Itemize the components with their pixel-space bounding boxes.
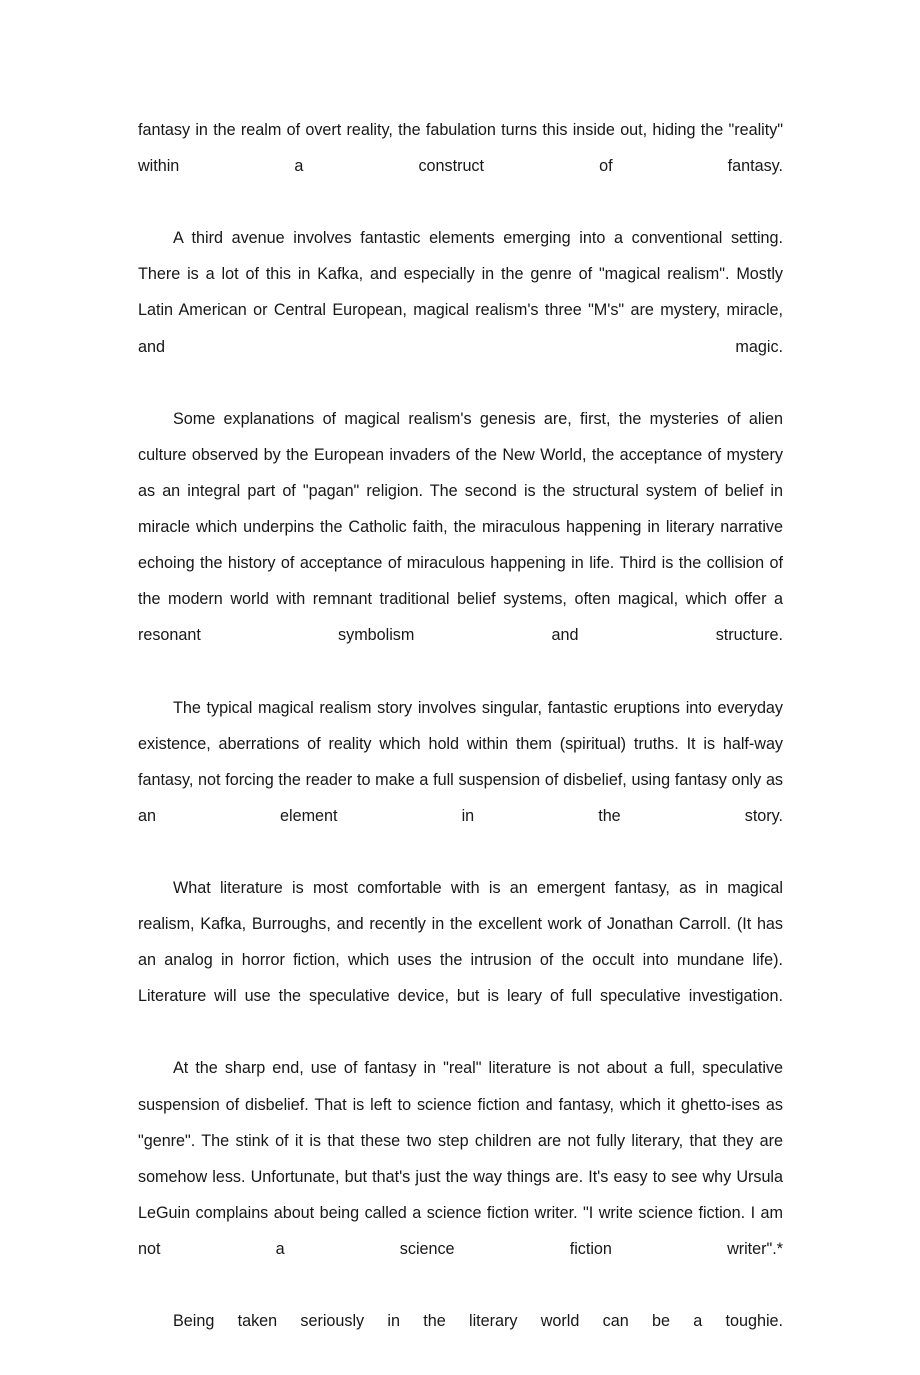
paragraph-1: fantasy in the realm of overt reality, the fabulation turns this inside out, hiding the "reality" within a construct of fantasy.: [138, 121, 783, 176]
paragraph-3: Some explanations of magical realism's genesis are, first, the mysteries of alien culture observed by the European invaders of the New World, the acceptance of mystery as an integral part of "pagan" religion. The second is the structural system of belief in miracle which underpins the Catholic faith, the miraculous happening in literary narrative echoing the history of acceptance of miraculous happening in life. Third is the collision of the modern world with remnant traditional belief systems, often magical, which offer a resonant symbolism and structure.: [138, 409, 783, 645]
paragraph-6: At the sharp end, use of fantasy in "real" literature is not about a full, speculative suspension of disbelief. That is left to science fiction and fantasy, which it ghetto-ises as "genre". The stink of it is that these two step children are not fully literary, that they are somehow less. Unfortunate, but that's just the way things are. It's easy to see why Ursula LeGuin complains about being called a science fiction writer. "I write science fiction. I am not a science fiction writer".*: [138, 1059, 783, 1258]
paragraph-2: A third avenue involves fantastic elements emerging into a conventional setting. There is a lot of this in Kafka, and especially in the genre of "magical realism". Mostly Latin American or Central European, magical realism's three "M's" are mystery, miracle, and magic.: [138, 229, 783, 356]
paragraph-4: The typical magical realism story involves singular, fantastic eruptions into everyday existence, aberrations of reality which hold within them (spiritual) truths. It is half-way fantasy, not forcing the reader to make a full suspension of disbelief, using fantasy only as an element in the story.: [138, 698, 783, 825]
body-text-column: [138, 112, 783, 1375]
paragraph-5: What literature is most comfortable with is an emergent fantasy, as in magical realism, Kafka, Burroughs, and recently in the excellent work of Jonathan Carroll. (It has an analog in horror fiction, which uses the intrusion of the occult into mundane life). Literature will use the speculative device, but is leary of full speculative investigation.: [138, 878, 783, 1006]
paragraph-7: Being taken seriously in the literary world can be a toughie.: [173, 1312, 783, 1331]
